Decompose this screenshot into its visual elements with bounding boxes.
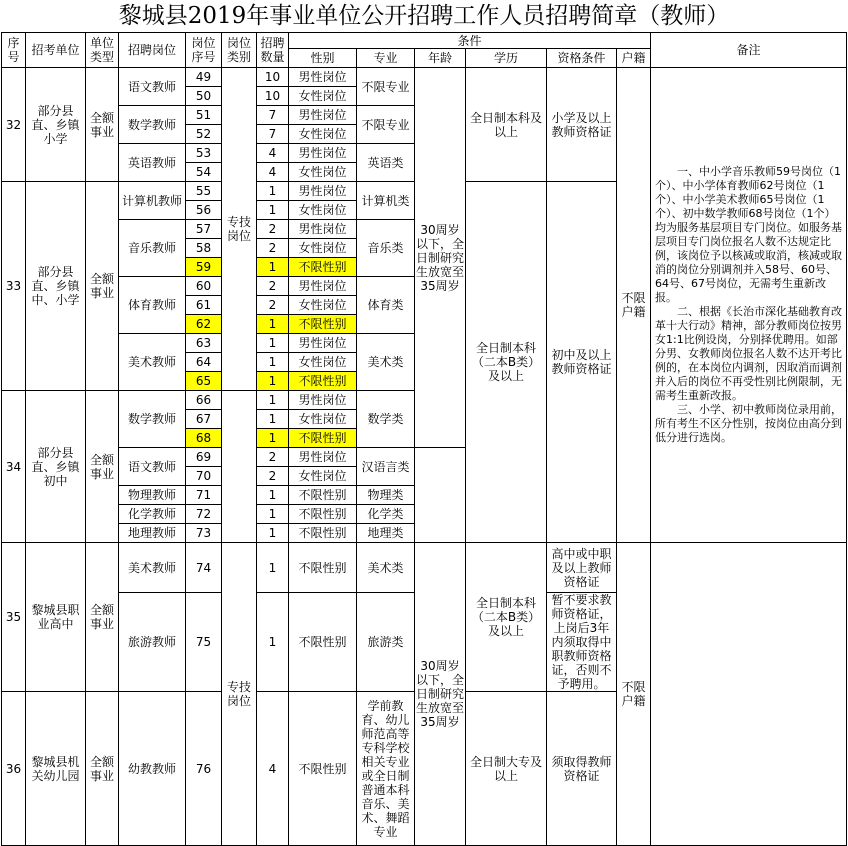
position-gender: 不限性别 [289, 593, 357, 692]
position-count: 1 [257, 486, 289, 505]
position-name: 美术教师 [119, 334, 186, 391]
age-blank [415, 448, 466, 543]
position-no: 62 [186, 315, 222, 334]
position-gender: 男性岗位 [289, 182, 357, 201]
position-count: 2 [257, 220, 289, 239]
position-no: 49 [186, 68, 222, 87]
position-count: 1 [257, 410, 289, 429]
remark-paragraph-1: 一、中小学音乐教师59号岗位（1个）、中小学体育教师62号岗位（1个）、中小学美术教师65号岗位（1个）、初中数学教师68号岗位（1个）均为服务基层项目专门岗位。如服务基层项目专门岗位报名人数不达规定比例，该岗位予以核减或取消，核减或取消的岗位分别调剂并入58号、60号、64号、67号岗位，无需考生重新改报。 [655, 165, 843, 304]
education-requirement: 全日制本科及以上 [466, 68, 547, 182]
group-seq: 32 [2, 68, 26, 182]
group-seq: 35 [2, 543, 26, 692]
group-unit: 部分县直、乡镇初中 [26, 391, 86, 543]
position-count: 10 [257, 87, 289, 106]
position-gender: 不限性别 [289, 505, 357, 524]
position-count: 1 [257, 505, 289, 524]
position-major: 化学类 [357, 505, 415, 524]
position-count: 2 [257, 239, 289, 258]
position-major: 计算机类 [357, 182, 415, 220]
position-no: 55 [186, 182, 222, 201]
position-gender: 不限性别 [289, 524, 357, 543]
position-no: 63 [186, 334, 222, 353]
position-major: 英语类 [357, 144, 415, 182]
education-requirement: 全日制本科（二本B类）及以上 [466, 543, 547, 692]
position-major: 学前教育、幼儿师范高等专科学校相关专业或全日制普通本科音乐、美术、舞蹈专业 [357, 692, 415, 846]
position-count: 1 [257, 372, 289, 391]
group-unit: 部分县直、乡镇中、小学 [26, 182, 86, 391]
position-name: 体育教师 [119, 277, 186, 334]
position-name: 计算机教师 [119, 182, 186, 220]
position-no: 67 [186, 410, 222, 429]
qualification-requirement: 须取得教师资格证 [547, 692, 617, 846]
position-gender: 不限性别 [289, 692, 357, 846]
position-major: 地理类 [357, 524, 415, 543]
position-major: 数学类 [357, 391, 415, 448]
recruitment-table [1, 32, 847, 846]
position-no: 72 [186, 505, 222, 524]
position-count: 4 [257, 144, 289, 163]
position-count: 10 [257, 68, 289, 87]
position-gender: 女性岗位 [289, 296, 357, 315]
position-major: 美术类 [357, 334, 415, 391]
position-no: 56 [186, 201, 222, 220]
header-remark: 备注 [651, 33, 847, 68]
position-gender: 不限性别 [289, 258, 357, 277]
position-gender: 女性岗位 [289, 201, 357, 220]
position-no: 54 [186, 163, 222, 182]
position-no: 65 [186, 372, 222, 391]
position-count: 1 [257, 353, 289, 372]
hukou-requirement: 不限户籍 [617, 68, 651, 543]
header-major: 专业 [357, 49, 415, 68]
position-no: 50 [186, 87, 222, 106]
position-count: 1 [257, 182, 289, 201]
position-no: 74 [186, 543, 222, 593]
position-count: 2 [257, 296, 289, 315]
group-unit-type: 全额事业 [86, 391, 119, 543]
group-unit: 部分县直、乡镇小学 [26, 68, 86, 182]
position-count: 1 [257, 543, 289, 593]
position-no: 71 [186, 486, 222, 505]
remark-paragraph-2: 二、根据《长治市深化基础教育改革十大行动》精神，部分教师岗位按男女1:1比例设岗，分别择优聘用。如部分男、女教师岗位报名人数不达开考比例的，在本岗位内调剂，因取消而调剂并入后的岗位不再受性别比例限制，无需考生重新改报。 [655, 305, 843, 402]
group-seq: 34 [2, 391, 26, 543]
position-no: 60 [186, 277, 222, 296]
header-hukou: 户籍 [617, 49, 651, 68]
position-major: 不限专业 [357, 106, 415, 144]
header-education: 学历 [466, 49, 547, 68]
position-gender: 不限性别 [289, 315, 357, 334]
header-count: 招聘数量 [257, 33, 289, 68]
position-gender: 女性岗位 [289, 163, 357, 182]
group-unit-type: 全额事业 [86, 182, 119, 391]
position-gender: 女性岗位 [289, 87, 357, 106]
header-conditions: 条件 [289, 33, 651, 49]
position-count: 4 [257, 692, 289, 846]
page-title: 黎城县2019年事业单位公开招聘工作人员招聘简章（教师） [118, 3, 730, 29]
position-gender: 男性岗位 [289, 106, 357, 125]
header-gender: 性别 [289, 49, 357, 68]
position-gender: 男性岗位 [289, 448, 357, 467]
position-name: 旅游教师 [119, 593, 186, 692]
position-major: 旅游类 [357, 593, 415, 692]
remark-blank [651, 543, 847, 846]
position-name: 物理教师 [119, 486, 186, 505]
position-major: 体育类 [357, 277, 415, 334]
position-type: 专技岗位 [222, 68, 257, 391]
position-count: 1 [257, 391, 289, 410]
position-gender: 女性岗位 [289, 239, 357, 258]
position-gender: 女性岗位 [289, 125, 357, 144]
position-no: 61 [186, 296, 222, 315]
position-name: 语文教师 [119, 448, 186, 486]
position-count: 1 [257, 315, 289, 334]
qualification-requirement: 暂不要求教师资格证，上岗后3年内须取得中职教师资格证，否则不予聘用。 [547, 593, 617, 692]
position-name: 英语教师 [119, 144, 186, 182]
remark-notes [651, 68, 847, 543]
position-type-blank [222, 391, 257, 543]
group-unit-type: 全额事业 [86, 68, 119, 182]
position-gender: 男性岗位 [289, 144, 357, 163]
header-position-type: 岗位类别 [222, 33, 257, 68]
position-count: 1 [257, 593, 289, 692]
group-seq: 33 [2, 182, 26, 391]
group-seq: 36 [2, 692, 26, 846]
position-no: 70 [186, 467, 222, 486]
position-gender: 不限性别 [289, 543, 357, 593]
header-qualification: 资格条件 [547, 49, 617, 68]
position-name: 幼教教师 [119, 692, 186, 846]
header-position: 招聘岗位 [119, 33, 186, 68]
position-no: 53 [186, 144, 222, 163]
position-gender: 男性岗位 [289, 334, 357, 353]
age-requirement: 30周岁以下，全日制研究生放宽至35周岁 [415, 68, 466, 448]
header-seq: 序号 [2, 33, 26, 68]
remark-paragraph-3: 三、小学、初中教师岗位录用前，所有考生不区分性别，按岗位由高分到低分进行选岗。 [655, 403, 843, 444]
header-unit: 招考单位 [26, 33, 86, 68]
position-gender: 不限性别 [289, 372, 357, 391]
position-no: 68 [186, 429, 222, 448]
header-unit-type: 单位类型 [86, 33, 119, 68]
education-requirement: 全日制本科（二本B类）及以上 [466, 182, 547, 543]
position-no: 64 [186, 353, 222, 372]
position-count: 2 [257, 277, 289, 296]
hukou-requirement: 不限户籍 [617, 543, 651, 846]
age-requirement: 30周岁以下，全日制研究生放宽至35周岁 [415, 543, 466, 846]
position-name: 音乐教师 [119, 220, 186, 277]
position-no: 59 [186, 258, 222, 277]
position-gender: 女性岗位 [289, 467, 357, 486]
position-no: 66 [186, 391, 222, 410]
position-major: 不限专业 [357, 68, 415, 106]
position-count: 2 [257, 448, 289, 467]
position-name: 美术教师 [119, 543, 186, 593]
position-gender: 男性岗位 [289, 277, 357, 296]
position-count: 1 [257, 429, 289, 448]
position-count: 1 [257, 258, 289, 277]
position-no: 76 [186, 692, 222, 846]
position-no: 58 [186, 239, 222, 258]
position-no: 52 [186, 125, 222, 144]
position-no: 51 [186, 106, 222, 125]
position-type: 专技岗位 [222, 543, 257, 846]
position-no: 75 [186, 593, 222, 692]
position-name: 数学教师 [119, 106, 186, 144]
group-unit-type: 全额事业 [86, 692, 119, 846]
position-gender: 男性岗位 [289, 391, 357, 410]
qualification-requirement: 高中或中职及以上教师资格证 [547, 543, 617, 593]
education-requirement: 全日制大专及以上 [466, 692, 547, 846]
position-gender: 男性岗位 [289, 68, 357, 87]
position-gender: 女性岗位 [289, 410, 357, 429]
header-position-no: 岗位序号 [186, 33, 222, 68]
group-unit: 黎城县机关幼儿园 [26, 692, 86, 846]
qualification-requirement: 初中及以上教师资格证 [547, 182, 617, 543]
position-name: 化学教师 [119, 505, 186, 524]
group-unit-type: 全额事业 [86, 543, 119, 692]
position-major: 音乐类 [357, 220, 415, 277]
position-major: 汉语言类 [357, 448, 415, 486]
position-count: 7 [257, 106, 289, 125]
position-major: 物理类 [357, 486, 415, 505]
position-no: 57 [186, 220, 222, 239]
position-count: 7 [257, 125, 289, 144]
position-name: 地理教师 [119, 524, 186, 543]
position-gender: 不限性别 [289, 486, 357, 505]
position-count: 1 [257, 334, 289, 353]
position-no: 69 [186, 448, 222, 467]
position-name: 数学教师 [119, 391, 186, 448]
position-count: 2 [257, 467, 289, 486]
qualification-requirement: 小学及以上教师资格证 [547, 68, 617, 182]
header-age: 年龄 [415, 49, 466, 68]
position-name: 语文教师 [119, 68, 186, 106]
position-gender: 女性岗位 [289, 353, 357, 372]
position-gender: 不限性别 [289, 429, 357, 448]
group-unit: 黎城县职业高中 [26, 543, 86, 692]
position-count: 1 [257, 201, 289, 220]
position-count: 1 [257, 524, 289, 543]
position-major: 美术类 [357, 543, 415, 593]
position-no: 73 [186, 524, 222, 543]
position-count: 4 [257, 163, 289, 182]
position-gender: 男性岗位 [289, 220, 357, 239]
